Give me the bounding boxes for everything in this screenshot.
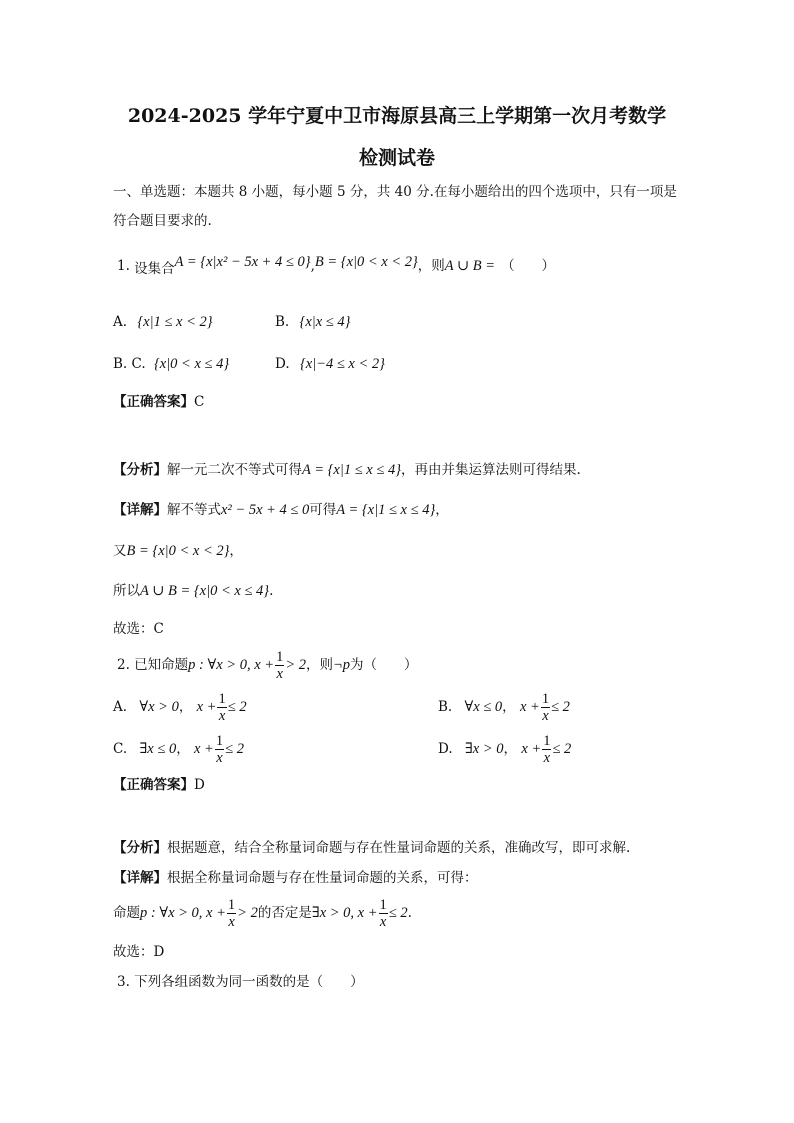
- analysis-text: 根据题意，结合全称量词命题与存在性量词命题的关系，准确改写，即可求解.: [167, 840, 631, 856]
- set-a: A = {x|x² − 5x + 4 ≤ 0}: [174, 254, 311, 270]
- fraction-numerator: 1: [215, 733, 224, 749]
- proposition-tail: > 2: [285, 657, 306, 673]
- proposition: p : ∀x > 0, x +: [140, 905, 226, 921]
- option-sep: ，: [503, 741, 518, 757]
- fraction-numerator: 1: [218, 691, 226, 707]
- option-tail: ≤ 2: [551, 699, 570, 715]
- option-label: D.: [275, 356, 290, 372]
- also-set: B = {x|0 < x < 2}: [126, 543, 230, 559]
- option-quantifier: ∀x ≤ 0: [464, 699, 503, 715]
- option-expr: x +: [519, 699, 540, 715]
- comma: ,: [310, 258, 315, 274]
- question-1: [117, 254, 556, 277]
- option-quantifier: ∃x ≤ 0: [139, 741, 177, 757]
- option-tail: ≤ 2: [227, 699, 247, 715]
- option-a[interactable]: [113, 315, 213, 330]
- question-number: 3.: [117, 974, 135, 990]
- q2-negation-line: [113, 898, 412, 929]
- fraction-denominator: x: [216, 749, 223, 766]
- fraction: [541, 692, 550, 723]
- detail-inequality: x² − 5x + 4 ≤ 0: [221, 502, 310, 518]
- fraction: [379, 898, 388, 929]
- option-expr: x +: [196, 699, 217, 715]
- fraction-denominator: x: [542, 707, 549, 724]
- q2-option-c[interactable]: [113, 734, 244, 765]
- option-label: A.: [113, 314, 128, 330]
- option-quantifier: ∀x > 0: [139, 699, 179, 715]
- q2-detail-line: [113, 872, 478, 886]
- q2-option-d[interactable]: [438, 734, 571, 765]
- negation-text-mid: 的否定是: [257, 905, 312, 921]
- analysis-line: [113, 463, 581, 478]
- q2-analysis-line: [113, 842, 630, 856]
- question-ask: ，则: [417, 258, 445, 274]
- fraction-denominator: x: [218, 707, 226, 724]
- fraction-denominator: x: [543, 749, 551, 766]
- answer-tag: 【正确答案】: [113, 394, 194, 410]
- question-lead: 已知命题: [134, 657, 189, 673]
- question-number: 2.: [117, 657, 135, 673]
- option-b[interactable]: [275, 315, 350, 330]
- question-ask-tail: 为（ ）: [350, 657, 418, 673]
- fraction-numerator: 1: [379, 897, 387, 913]
- answer-value: D: [194, 777, 205, 793]
- analysis-tag: 【分析】: [113, 840, 167, 856]
- fraction-numerator: 1: [227, 897, 236, 913]
- analysis-set: A = {x|1 ≤ x ≤ 4}: [302, 462, 402, 478]
- option-sep: ，: [176, 741, 190, 757]
- q2-answer-line: [113, 779, 205, 793]
- q2-option-b[interactable]: [438, 692, 570, 723]
- fraction: [542, 734, 551, 765]
- option-quantifier: ∃x > 0: [464, 741, 504, 757]
- negated-proposition-tail: ≤ 2: [388, 905, 408, 921]
- option-label: C.: [113, 741, 128, 757]
- also-line: [113, 544, 243, 559]
- question-3: [117, 976, 364, 990]
- detail-tag: 【详解】: [113, 870, 167, 886]
- fraction: [275, 650, 284, 681]
- option-d[interactable]: [275, 357, 385, 372]
- fraction-numerator: 1: [276, 649, 284, 665]
- question-lead: 设集合: [134, 261, 175, 277]
- answer-line: [113, 396, 204, 410]
- question-text: 下列各组函数为同一函数的是（ ）: [134, 974, 364, 990]
- detail-text: 解不等式: [167, 502, 221, 518]
- negation: ¬p: [333, 657, 351, 673]
- option-label: A.: [113, 699, 128, 715]
- option-sep: ，: [178, 699, 193, 715]
- answer-value: C: [194, 394, 205, 410]
- detail-line: [113, 503, 449, 518]
- analysis-tag: 【分析】: [113, 462, 167, 478]
- so-line: [113, 584, 273, 599]
- negation-text-tail: .: [407, 905, 412, 921]
- fraction-numerator: 1: [541, 691, 550, 707]
- option-expr: x +: [521, 741, 542, 757]
- page-title: 2024-2025 学年宁夏中卫市海原县高三上学期第一次月考数学: [127, 105, 667, 127]
- q2-choose-line: 故选：D: [113, 944, 165, 960]
- option-text: {x|x ≤ 4}: [299, 314, 351, 330]
- union-expr: A ∪ B =: [444, 258, 496, 274]
- question-ask: ，则: [306, 657, 333, 673]
- option-sep: ，: [502, 699, 516, 715]
- option-text: {x|1 ≤ x < 2}: [137, 314, 213, 330]
- proposition: p : ∀x > 0, x +: [188, 657, 275, 673]
- also-text: 又: [113, 543, 127, 559]
- question-number: 1.: [117, 258, 135, 274]
- q2-option-a[interactable]: [113, 692, 247, 723]
- detail-text-tail: ，: [435, 502, 449, 518]
- choose-line: 故选：C: [113, 621, 164, 637]
- section-heading-cont: 符合题目要求的.: [113, 213, 212, 229]
- detail-text: 根据全称量词命题与存在性量词命题的关系，可得：: [167, 870, 478, 886]
- proposition-tail: > 2: [237, 905, 258, 921]
- question-2: [117, 650, 418, 681]
- option-label: B.: [275, 314, 290, 330]
- fraction: [227, 898, 236, 929]
- detail-tag: 【详解】: [113, 502, 167, 518]
- option-label: B. C.: [113, 356, 146, 372]
- negated-proposition: ∃x > 0, x +: [311, 905, 378, 921]
- page-title-line2: 检测试卷: [358, 147, 435, 169]
- option-tail: ≤ 2: [552, 741, 572, 757]
- fraction-denominator: x: [379, 913, 387, 930]
- set-b: B = {x|0 < x < 2}: [314, 254, 418, 270]
- so-set: A ∪ B = {x|0 < x ≤ 4}: [140, 583, 270, 599]
- fraction: [215, 734, 224, 765]
- option-tail: ≤ 2: [225, 741, 244, 757]
- analysis-text: 解一元二次不等式可得: [167, 462, 302, 478]
- fraction-denominator: x: [276, 665, 283, 682]
- also-text-tail: ，: [229, 543, 243, 559]
- section-heading: 一、单选题：本题共 8 小题，每小题 5 分，共 40 分.在每小题给出的四个选项中，只有一项是: [113, 184, 677, 200]
- analysis-text-tail: ，再由并集运算法则可得结果.: [401, 462, 581, 478]
- option-label: B.: [438, 699, 453, 715]
- so-text: 所以: [113, 583, 140, 599]
- option-text: {x|0 < x ≤ 4}: [153, 356, 230, 372]
- option-label: D.: [438, 741, 453, 757]
- option-c[interactable]: [113, 357, 229, 372]
- answer-paren: （ ）: [501, 258, 556, 274]
- fraction: [217, 692, 226, 723]
- fraction-denominator: x: [228, 913, 235, 930]
- negation-text: 命题: [113, 905, 140, 921]
- fraction-numerator: 1: [543, 733, 551, 749]
- option-text: {x|−4 ≤ x < 2}: [299, 356, 385, 372]
- option-expr: x +: [194, 741, 214, 757]
- so-text-tail: .: [269, 583, 274, 599]
- answer-tag: 【正确答案】: [113, 777, 194, 793]
- detail-text-mid: 可得: [309, 502, 337, 518]
- detail-set: A = {x|1 ≤ x ≤ 4}: [336, 502, 436, 518]
